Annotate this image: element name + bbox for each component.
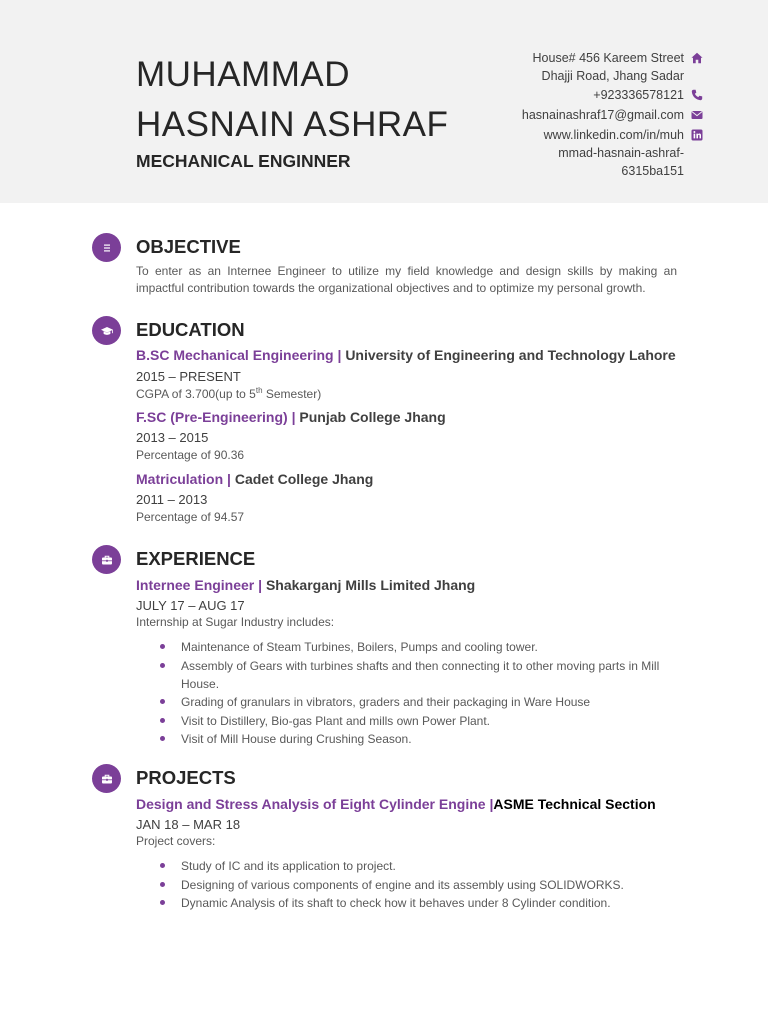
name-second-line: HASNAIN ASHRAF bbox=[136, 105, 449, 144]
list-item: Designing of various components of engine and its assembly using SOLIDWORKS. bbox=[160, 876, 680, 894]
title-separator: | bbox=[489, 796, 494, 812]
bullet-icon bbox=[160, 900, 165, 905]
experience-section-icon bbox=[92, 545, 121, 574]
graduation-cap-icon bbox=[100, 324, 114, 338]
education-entry-title bbox=[136, 471, 373, 487]
experience-heading: EXPERIENCE bbox=[136, 548, 256, 569]
objective-section-icon bbox=[92, 233, 121, 262]
education-dates: 2013 – 2015 bbox=[136, 430, 209, 445]
address-line-1: House# 456 Kareem Street bbox=[532, 51, 684, 65]
institution-name: Punjab College Jhang bbox=[299, 409, 446, 425]
list-item: Study of IC and its application to project. bbox=[160, 857, 680, 875]
linkedin-url-line-2[interactable]: mmad-hasnain-ashraf- bbox=[558, 146, 684, 160]
linkedin-url-line-3[interactable]: 6315ba151 bbox=[621, 164, 684, 178]
objective-text: To enter as an Internee Engineer to utilize my field knowledge and design skills by making an impactful contribution towards the organizational objectives and to optimize my personal growth. bbox=[136, 264, 677, 295]
list-icon bbox=[100, 241, 114, 255]
contact-email[interactable] bbox=[384, 106, 684, 124]
role-name: Internee Engineer bbox=[136, 577, 255, 593]
list-item: Visit of Mill House during Crushing Season. bbox=[160, 730, 680, 748]
objective-heading: OBJECTIVE bbox=[136, 236, 241, 257]
bullet-icon bbox=[160, 644, 165, 649]
education-heading: EDUCATION bbox=[136, 319, 245, 340]
bullet-icon bbox=[160, 699, 165, 704]
project-bullet-list bbox=[160, 857, 680, 913]
education-entry-title bbox=[136, 409, 446, 425]
list-item: Visit to Distillery, Bio-gas Plant and mills own Power Plant. bbox=[160, 712, 680, 730]
education-section-icon bbox=[92, 316, 121, 345]
briefcase-icon bbox=[100, 772, 114, 786]
experience-bullet-list bbox=[160, 638, 680, 749]
projects-section-icon bbox=[92, 764, 121, 793]
education-dates: 2011 – 2013 bbox=[136, 492, 208, 507]
project-intro: Project covers: bbox=[136, 834, 216, 848]
title-separator: | bbox=[291, 409, 296, 425]
company-name: Shakarganj Mills Limited Jhang bbox=[265, 577, 476, 593]
home-icon bbox=[691, 52, 703, 64]
education-detail: CGPA of 3.700(up to 5th Semester) bbox=[136, 386, 322, 401]
phone-icon bbox=[691, 89, 703, 101]
linkedin-url-line-1[interactable]: www.linkedin.com/in/muh bbox=[543, 128, 684, 142]
list-item: Assembly of Gears with turbines shafts and then connecting it to other moving parts in Mill House. bbox=[160, 657, 680, 693]
list-item: Dynamic Analysis of its shaft to check how it behaves under 8 Cylinder condition. bbox=[160, 894, 680, 912]
project-name: Design and Stress Analysis of Eight Cylinder Engine bbox=[136, 796, 486, 812]
list-item: Maintenance of Steam Turbines, Boilers, Pumps and cooling tower. bbox=[160, 638, 680, 656]
experience-intro: Internship at Sugar Industry includes: bbox=[136, 615, 335, 629]
resume-header bbox=[0, 0, 768, 203]
email-icon bbox=[691, 109, 703, 121]
contact-linkedin[interactable] bbox=[384, 126, 684, 180]
title-separator: | bbox=[337, 347, 342, 363]
name-first-line: MUHAMMAD bbox=[136, 55, 350, 94]
address-line-2: Dhajji Road, Jhang Sadar bbox=[541, 69, 684, 83]
project-entry-title bbox=[136, 796, 656, 812]
list-item: Grading of granulars in vibrators, graders and their packaging in Ware House bbox=[160, 693, 680, 711]
experience-dates: JULY 17 – AUG 17 bbox=[136, 598, 245, 613]
phone-number: +923336578121 bbox=[593, 88, 684, 102]
title-separator: | bbox=[227, 471, 231, 487]
project-org: ASME Technical Section bbox=[493, 796, 656, 812]
education-detail: Percentage of 94.57 bbox=[136, 510, 245, 524]
institution-name: University of Engineering and Technology Lahore bbox=[345, 347, 676, 363]
bullet-icon bbox=[160, 718, 165, 723]
contact-phone bbox=[384, 86, 684, 104]
bullet-icon bbox=[160, 882, 165, 887]
projects-heading: PROJECTS bbox=[136, 767, 236, 788]
bullet-icon bbox=[160, 863, 165, 868]
contact-address bbox=[384, 49, 684, 85]
degree-name: Matriculation bbox=[136, 471, 224, 487]
experience-entry-title bbox=[136, 577, 475, 593]
education-dates: 2015 – PRESENT bbox=[136, 369, 241, 384]
institution-name: Cadet College Jhang bbox=[234, 471, 374, 487]
degree-name: F.SC (Pre-Engineering) bbox=[136, 409, 288, 425]
bullet-icon bbox=[160, 736, 165, 741]
linkedin-icon bbox=[691, 129, 703, 141]
briefcase-icon bbox=[100, 553, 114, 567]
bullet-icon bbox=[160, 663, 165, 668]
education-detail: Percentage of 90.36 bbox=[136, 448, 245, 462]
project-dates: JAN 18 – MAR 18 bbox=[136, 817, 241, 832]
education-entry-title bbox=[136, 347, 676, 363]
degree-name: B.SC Mechanical Engineering bbox=[136, 347, 334, 363]
title-separator: | bbox=[258, 577, 263, 593]
email-address[interactable]: hasnainashraf17@gmail.com bbox=[521, 108, 684, 122]
job-title: MECHANICAL ENGINNER bbox=[136, 151, 351, 171]
